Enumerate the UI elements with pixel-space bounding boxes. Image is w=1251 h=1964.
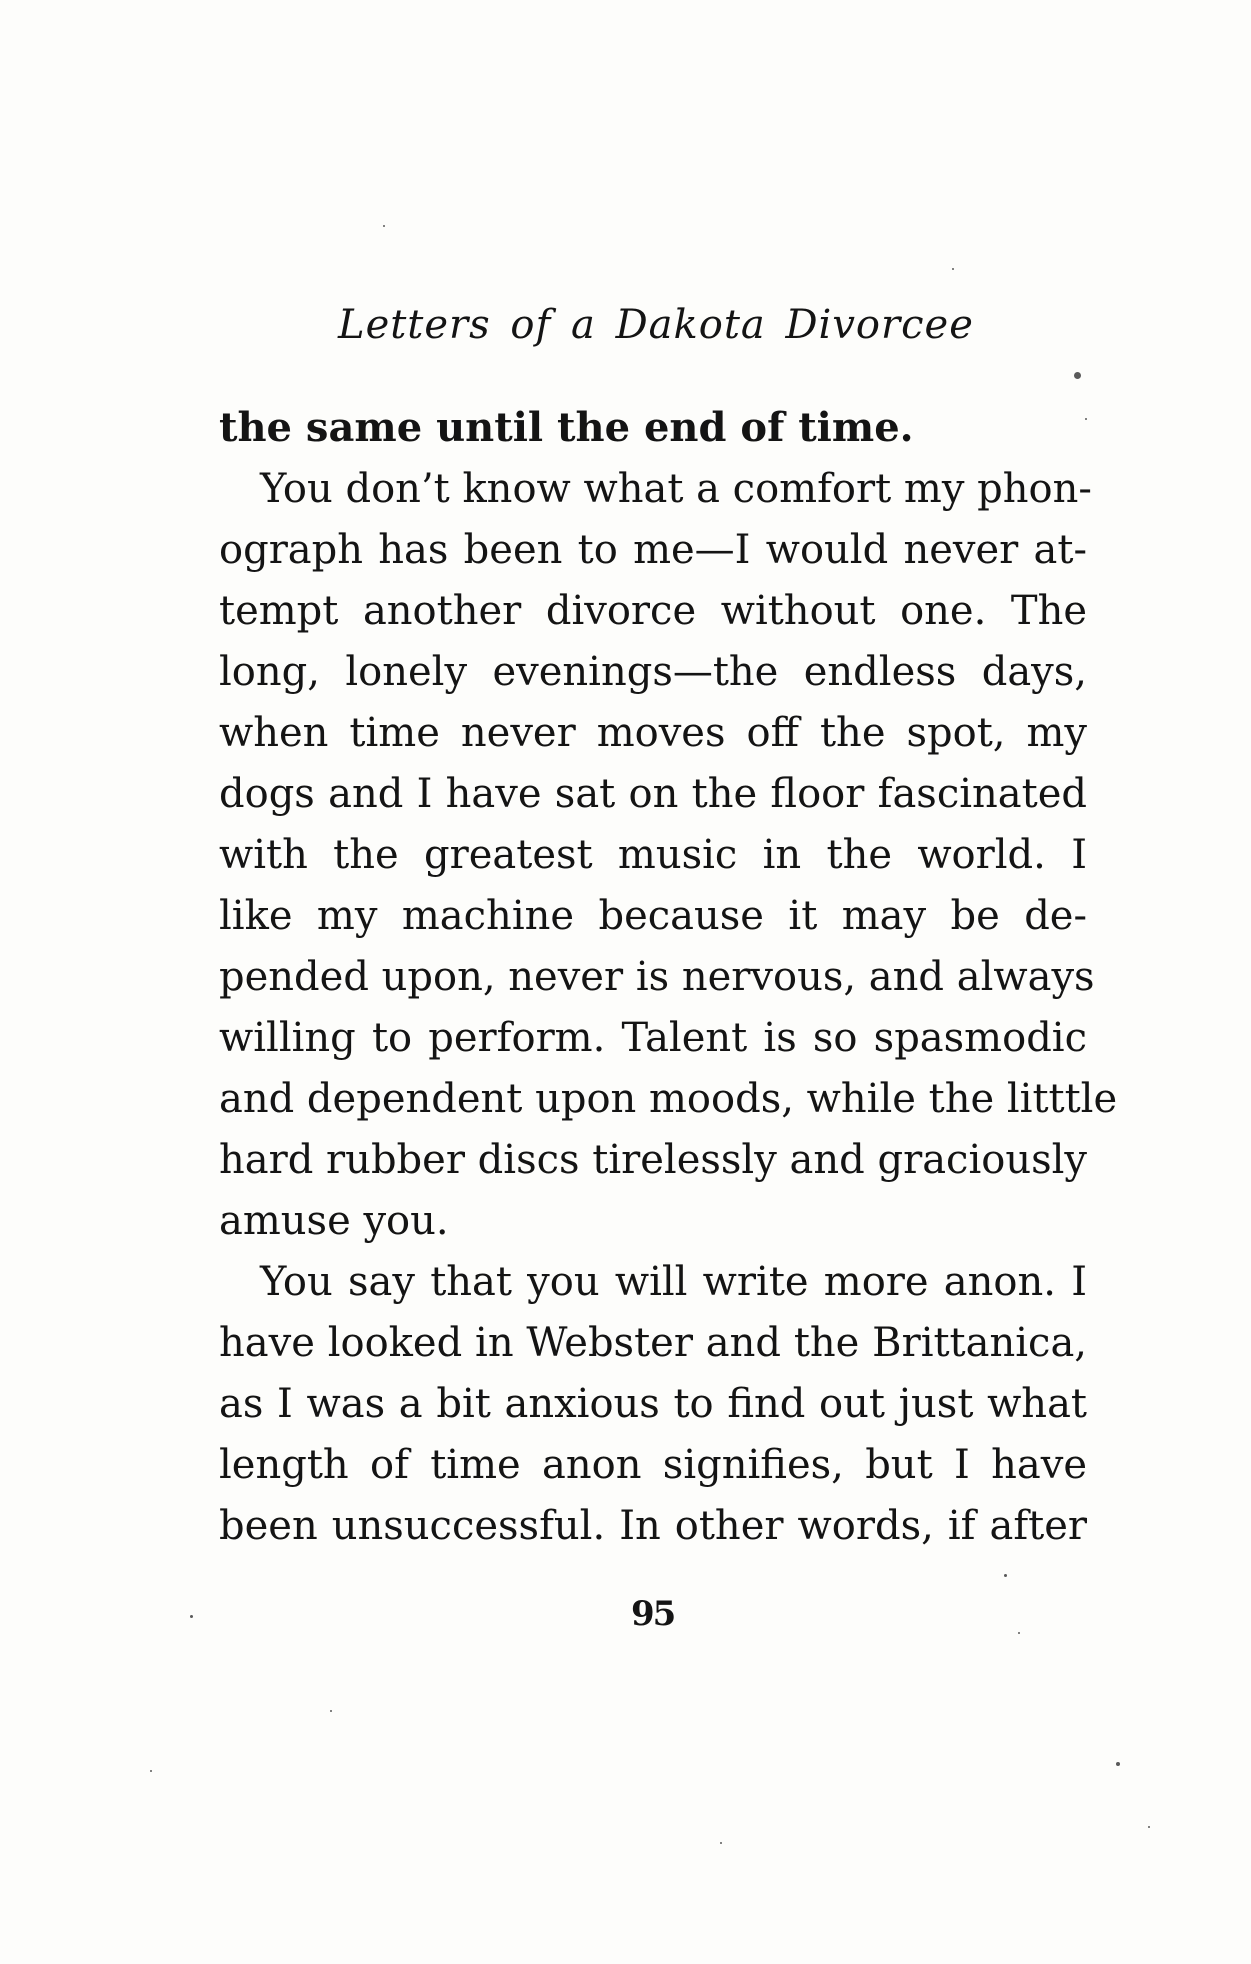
ink-speck: [1116, 1762, 1120, 1766]
text-line: You say that you will write more anon. I: [260, 1259, 1087, 1305]
ink-speck: [1085, 418, 1087, 420]
text-line: like my machine because it may be de-: [219, 893, 1087, 939]
ink-speck: [330, 1710, 332, 1712]
text-line: willing to perform. Talent is so spasmodic: [219, 1015, 1087, 1061]
text-line: have looked in Webster and the Brittanica,: [219, 1320, 1087, 1366]
text-line: ograph has been to me—I would never at-: [219, 527, 1087, 573]
ink-speck: [1074, 372, 1081, 379]
text-line: been unsuccessful. In other words, if after: [219, 1503, 1087, 1549]
text-line: hard rubber discs tirelessly and graciously: [219, 1137, 1087, 1183]
text-line: You don’t know what a comfort my phon-: [260, 466, 1092, 512]
text-line: tempt another divorce without one. The: [219, 588, 1087, 634]
text-line: length of time anon signifies, but I have: [219, 1442, 1087, 1488]
text-line: long, lonely evenings—the endless days,: [219, 649, 1087, 695]
text-line: and dependent upon moods, while the litttle: [219, 1076, 1118, 1122]
ink-speck: [383, 225, 385, 227]
ink-speck: [190, 1615, 193, 1618]
text-line: amuse you.: [219, 1198, 449, 1244]
ink-speck: [1004, 1574, 1007, 1577]
page-number: 95: [631, 1594, 675, 1634]
text-line: when time never moves off the spot, my: [219, 710, 1087, 756]
text-line: dogs and I have sat on the floor fascinated: [219, 771, 1087, 817]
text-line: pended upon, never is nervous, and always: [219, 954, 1095, 1000]
ink-speck: [720, 1842, 722, 1844]
text-line: the same until the end of time.: [219, 404, 914, 451]
running-head: Letters of a Dakota Divorcee: [338, 302, 974, 348]
text-line: as I was a bit anxious to find out just what: [219, 1381, 1087, 1427]
ink-speck: [150, 1770, 152, 1772]
text-line: with the greatest music in the world. I: [219, 832, 1087, 878]
ink-speck: [952, 268, 954, 270]
ink-speck: [1148, 1826, 1150, 1828]
ink-speck: [1018, 1632, 1020, 1634]
